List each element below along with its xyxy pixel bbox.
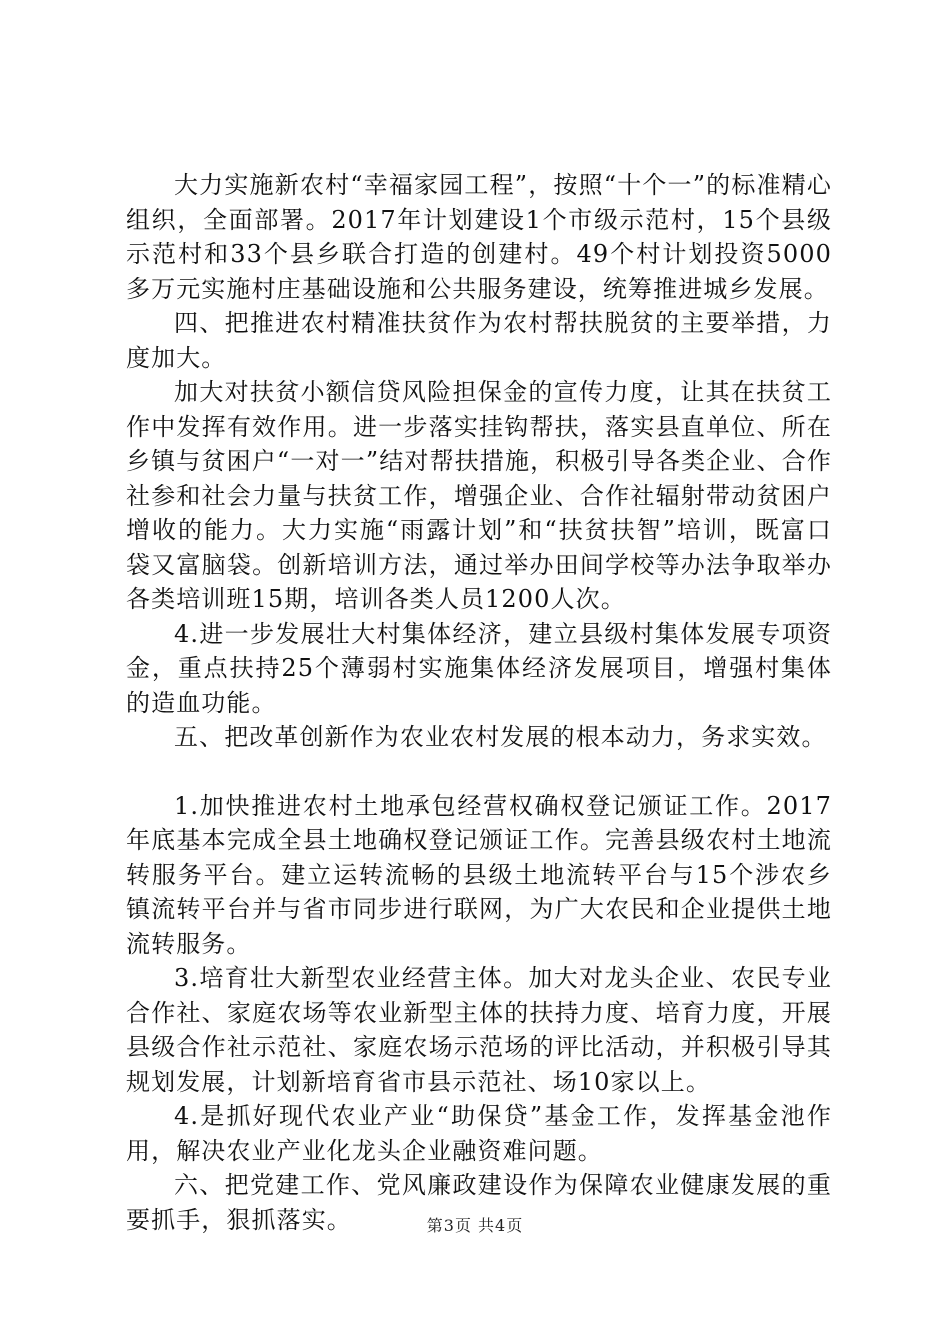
- page-number-footer: 第3页 共4页: [426, 1216, 524, 1235]
- paragraph-land-rights: 1.加快推进农村土地承包经营权确权登记颁证工作。2017年底基本完成全县土地确权登记颁证工作。完善县级农村土地流转服务平台。建立运转流畅的县级土地流转平台与15个涉农乡镇流转平台并与省市同步进行联网，为广大农民和企业提供土地流转服务。: [126, 791, 832, 958]
- paragraph-new-entities: 3.培育壮大新型农业经营主体。加大对龙头企业、农民专业合作社、家庭农场等农业新型主体的扶持力度、培育力度，开展县级合作社示范社、家庭农场示范场的评比活动，并积极引导其规划发展，计划新培育省市县示范社、场10家以上。: [126, 964, 832, 1096]
- heading-reform-innovation: 五、把改革创新作为农业农村发展的根本动力，务求实效。: [174, 723, 827, 751]
- heading-poverty-alleviation: 四、把推进农村精准扶贫作为农村帮扶脱贫的主要举措，力度加大。: [126, 309, 832, 372]
- paragraph-collective-economy: 4.进一步发展壮大村集体经济，建立县级村集体发展专项资金，重点扶持25个薄弱村实施集体经济发展项目，增强村集体的造血功能。: [126, 619, 832, 717]
- paragraph-poverty-credit: 加大对扶贫小额信贷风险担保金的宣传力度，让其在扶贫工作中发挥有效作用。进一步落实挂钩帮扶，落实县直单位、所在乡镇与贫困户“一对一”结对帮扶措施，积极引导各类企业、合作社参和社会力量与扶贫工作，增强企业、合作社辐射带动贫困户增收的能力。大力实施“雨露计划”和“扶贫扶智”培训，既富口袋又富脑袋。创新培训方法，通过举办田间学校等办法争取举办各类培训班15期，培训各类人员1200人次。: [126, 378, 832, 613]
- document-body: [126, 168, 832, 1237]
- heading-party-building: 六、把党建工作、党风廉政建设作为保障农业健康发展的重要抓手，狠抓落实。: [126, 1171, 832, 1234]
- paragraph-spacer: [126, 755, 832, 789]
- paragraph-loan-fund: 4.是抓好现代农业产业“助保贷”基金工作，发挥基金池作用，解决农业产业化龙头企业融资难问题。: [126, 1102, 832, 1165]
- paragraph-new-countryside: 大力实施新农村“幸福家园工程”，按照“十个一”的标准精心组织，全面部署。2017年计划建设1个市级示范村，15个县级示范村和33个县乡联合打造的创建村。49个村计划投资5000多万元实施村庄基础设施和公共服务建设，统筹推进城乡发展。: [126, 171, 832, 303]
